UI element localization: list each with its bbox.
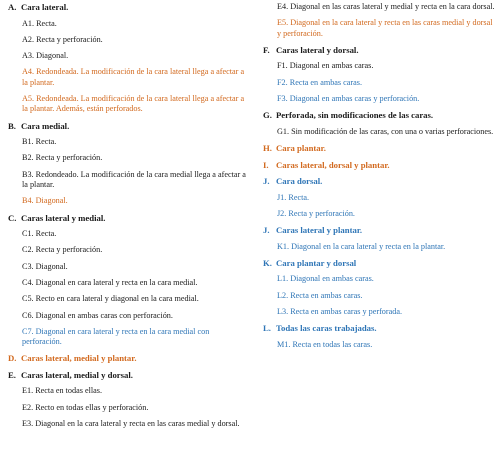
category-heading-j-caras-lateral-y-plantar [263,225,495,236]
category-title: Cara lateral. [21,2,69,12]
subtype-item-a1: A1. Recta. [22,18,57,28]
category-title: Caras lateral y medial. [21,212,106,223]
category-heading-h-cara-plantar [263,143,495,154]
subtype-item-c5: C5. Recto en cara lateral y diagonal en la cara medial. [22,294,199,304]
subtype-item-m1: M1. Recta en todas las caras. [277,339,373,349]
category-title: Caras lateral y dorsal. [276,44,359,55]
subtype-item-c2: C2. Recta y perforación. [22,245,103,255]
left-column [8,2,250,435]
subtype-item-g1: G1. Sin modificación de las caras, con una o varias perforaciones. [277,126,494,136]
category-title: Cara plantar. [276,143,326,154]
category-title: Caras lateral, medial y plantar. [21,353,137,364]
subtype-item-b4: B4. Diagonal. [22,196,68,206]
category-heading-c-caras-lateral-y-medial [8,213,250,224]
subtype-item-l1: L1. Diagonal en ambas caras. [277,274,374,284]
subtype-item-e5: E5. Diagonal en la cara lateral y recta en las caras medial y dorsal y perforación. [277,18,493,38]
subtype-item-c4: C4. Diagonal en cara lateral y recta en la cara medial. [22,277,198,287]
category-letter: E. [8,369,16,380]
category-letter: B. [8,120,16,131]
subtype-item-j2: J2. Recta y perforación. [277,208,355,218]
category-heading-i-caras-lateral-dorsal-y-plantar [263,160,495,171]
subtype-item-e4: E4. Diagonal en las caras lateral y medial y recta en la cara dorsal. [277,2,495,11]
subtype-item-l2: L2. Recta en ambas caras. [277,290,363,300]
subtype-item-j1: J1. Recta. [277,192,310,202]
subtype-item-c3: C3. Diagonal. [22,261,68,271]
category-title: Cara medial. [21,120,70,131]
category-heading-e-caras-lateral-medial-y-dorsal [8,370,250,381]
category-heading-d-caras-lateral-medial-y-plantar [8,353,250,364]
subtype-item-l3: L3. Recta en ambas caras y perforada. [277,307,403,317]
category-heading-k-cara-plantar-y-dorsal [263,258,495,269]
category-letter: A. [8,2,17,12]
category-heading-a-cara-lateral [8,2,250,13]
category-heading-l-todas-las-caras-trabajadas [263,323,495,334]
category-letter: G. [263,110,272,121]
subtype-item-c1: C1. Recta. [22,229,57,239]
category-letter: F. [263,44,270,55]
subtype-item-a2: A2. Recta y perforación. [22,34,103,44]
subtype-item-k1: K1. Diagonal en la cara lateral y recta en la plantar. [277,241,446,251]
right-column [263,2,495,356]
subtype-item-b3: B3. Redondeado. La modificación de la cara medial llega a afectar a la plantar. [22,169,246,189]
category-letter: I. [263,159,269,170]
category-letter: L. [263,323,271,334]
category-title: Cara plantar y dorsal [276,257,357,268]
subtype-item-e3: E3. Diagonal en la cara lateral y recta en las caras medial y dorsal. [22,419,240,429]
subtype-item-b2: B2. Recta y perforación. [22,153,103,163]
category-title: Caras lateral, medial y dorsal. [21,369,133,380]
subtype-item-f2: F2. Recta en ambas caras. [277,77,363,87]
subtype-item-f1: F1. Diagonal en ambas caras. [277,61,374,71]
category-title: Caras lateral y plantar. [276,225,363,236]
category-letter: K. [263,257,272,268]
subtype-item-a5: A5. Redondeada. La modificación de la cara lateral llega a afectar a la plantar. Además, están perforados. [22,93,245,114]
subtype-item-f3: F3. Diagonal en ambas caras y perforación. [277,93,420,103]
category-heading-f-caras-lateral-y-dorsal [263,45,495,56]
category-title: Caras lateral, dorsal y plantar. [276,159,390,170]
subtype-item-c7: C7. Diagonal en cara lateral y recta en la cara medial con perforación. [22,326,210,347]
subtype-item-a4: A4. Redondeada. La modificación de la cara lateral llega a afectar a la plantar. [22,67,245,87]
subtype-item-b1: B1. Recta. [22,137,57,147]
category-title: Perforada, sin modificaciones de las caras. [276,110,434,121]
category-letter: C. [8,212,17,223]
category-letter: J. [263,225,270,236]
category-letter: H. [263,143,272,154]
category-heading-j-cara-dorsal [263,176,495,187]
category-heading-b-cara-medial [8,121,250,132]
category-letter: D. [8,353,17,364]
category-title: Todas las caras trabajadas. [276,323,377,334]
subtype-item-e1: E1. Recta en todas ellas. [22,386,103,396]
subtype-item-c6: C6. Diagonal en ambas caras con perforación. [22,310,173,320]
subtype-item-a3: A3. Diagonal. [22,51,69,61]
subtype-item-e2: E2. Recto en todas ellas y perforación. [22,402,149,412]
category-letter: J. [263,176,270,187]
category-heading-g-perforada-sin-modificaciones-de-las-caras [263,110,495,121]
category-title: Cara dorsal. [276,176,323,187]
